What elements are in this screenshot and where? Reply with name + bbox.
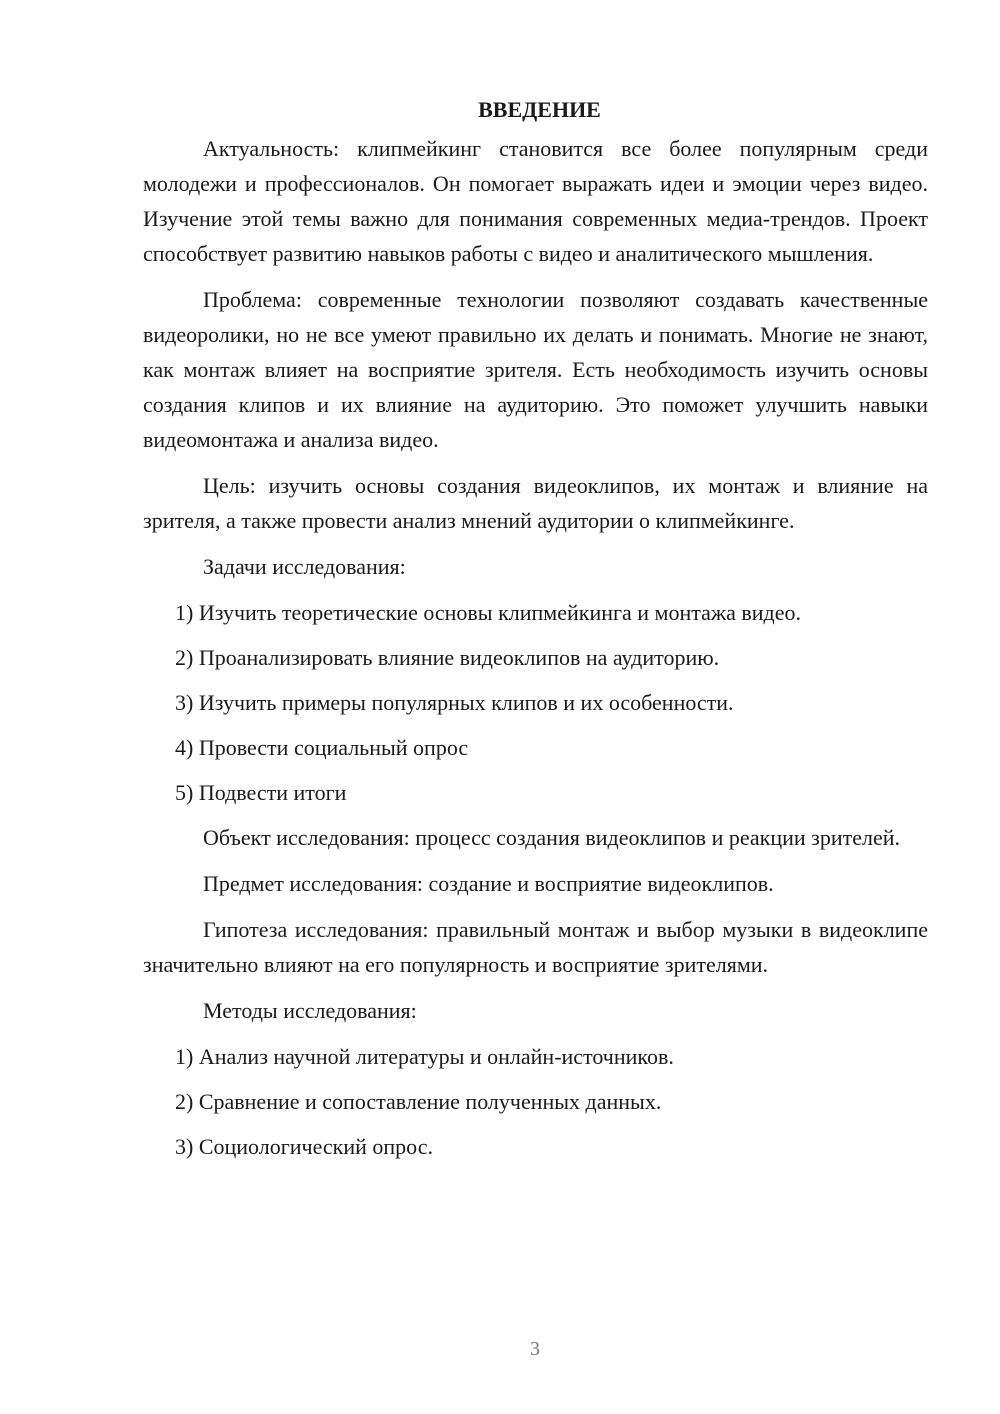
task-item: 1) Изучить теоретические основы клипмейкинга и монтажа видео. <box>175 600 801 625</box>
task-item: 3) Изучить примеры популярных клипов и их особенности. <box>175 690 734 715</box>
task-item: 2) Проанализировать влияние видеоклипов на аудиторию. <box>175 645 720 670</box>
methods-heading: Методы исследования: <box>203 998 417 1023</box>
task-item: 4) Провести социальный опрос <box>175 735 469 760</box>
method-item: 1) Анализ научной литературы и онлайн-источников. <box>175 1044 674 1069</box>
hypothesis-paragraph: Гипотеза исследования: правильный монтаж и выбор музыки в видеоклипе значительно влияют на его популярность и восприятие зрителями. <box>143 917 928 977</box>
task-item: 5) Подвести итоги <box>175 780 347 805</box>
method-item: 2) Сравнение и сопоставление полученных данных. <box>175 1089 662 1114</box>
relevance-paragraph: Актуальность: клипмейкинг становится все более популярным среди молодежи и профессионалов. Он помогает выражать идеи и эмоции через видео. Изучение этой темы важно для понимания современных медиа-трендов. Проект способствует развитию навыков работы с видео и аналитического мышления. <box>143 136 928 266</box>
subject-paragraph: Предмет исследования: создание и восприятие видеоклипов. <box>203 871 774 896</box>
section-title: ВВЕДЕНИЕ <box>478 97 601 122</box>
problem-paragraph: Проблема: современные технологии позволяют создавать качественные видеоролики, но не все умеют правильно их делать и понимать. Многие не знают, как монтаж влияет на восприятие зрителя. Есть необходимость изучить основы создания клипов и их влияние на аудиторию. Это поможет улучшить навыки видеомонтажа и анализа видео. <box>143 287 928 452</box>
page-number: 3 <box>530 1338 540 1360</box>
goal-paragraph: Цель: изучить основы создания видеоклипов, их монтаж и влияние на зрителя, а также провести анализ мнений аудитории о клипмейкинге. <box>143 473 928 533</box>
method-item: 3) Социологический опрос. <box>175 1134 433 1159</box>
page-content <box>143 92 928 1174</box>
object-paragraph: Объект исследования: процесс создания видеоклипов и реакции зрителей. <box>203 825 901 850</box>
tasks-heading: Задачи исследования: <box>203 554 406 579</box>
